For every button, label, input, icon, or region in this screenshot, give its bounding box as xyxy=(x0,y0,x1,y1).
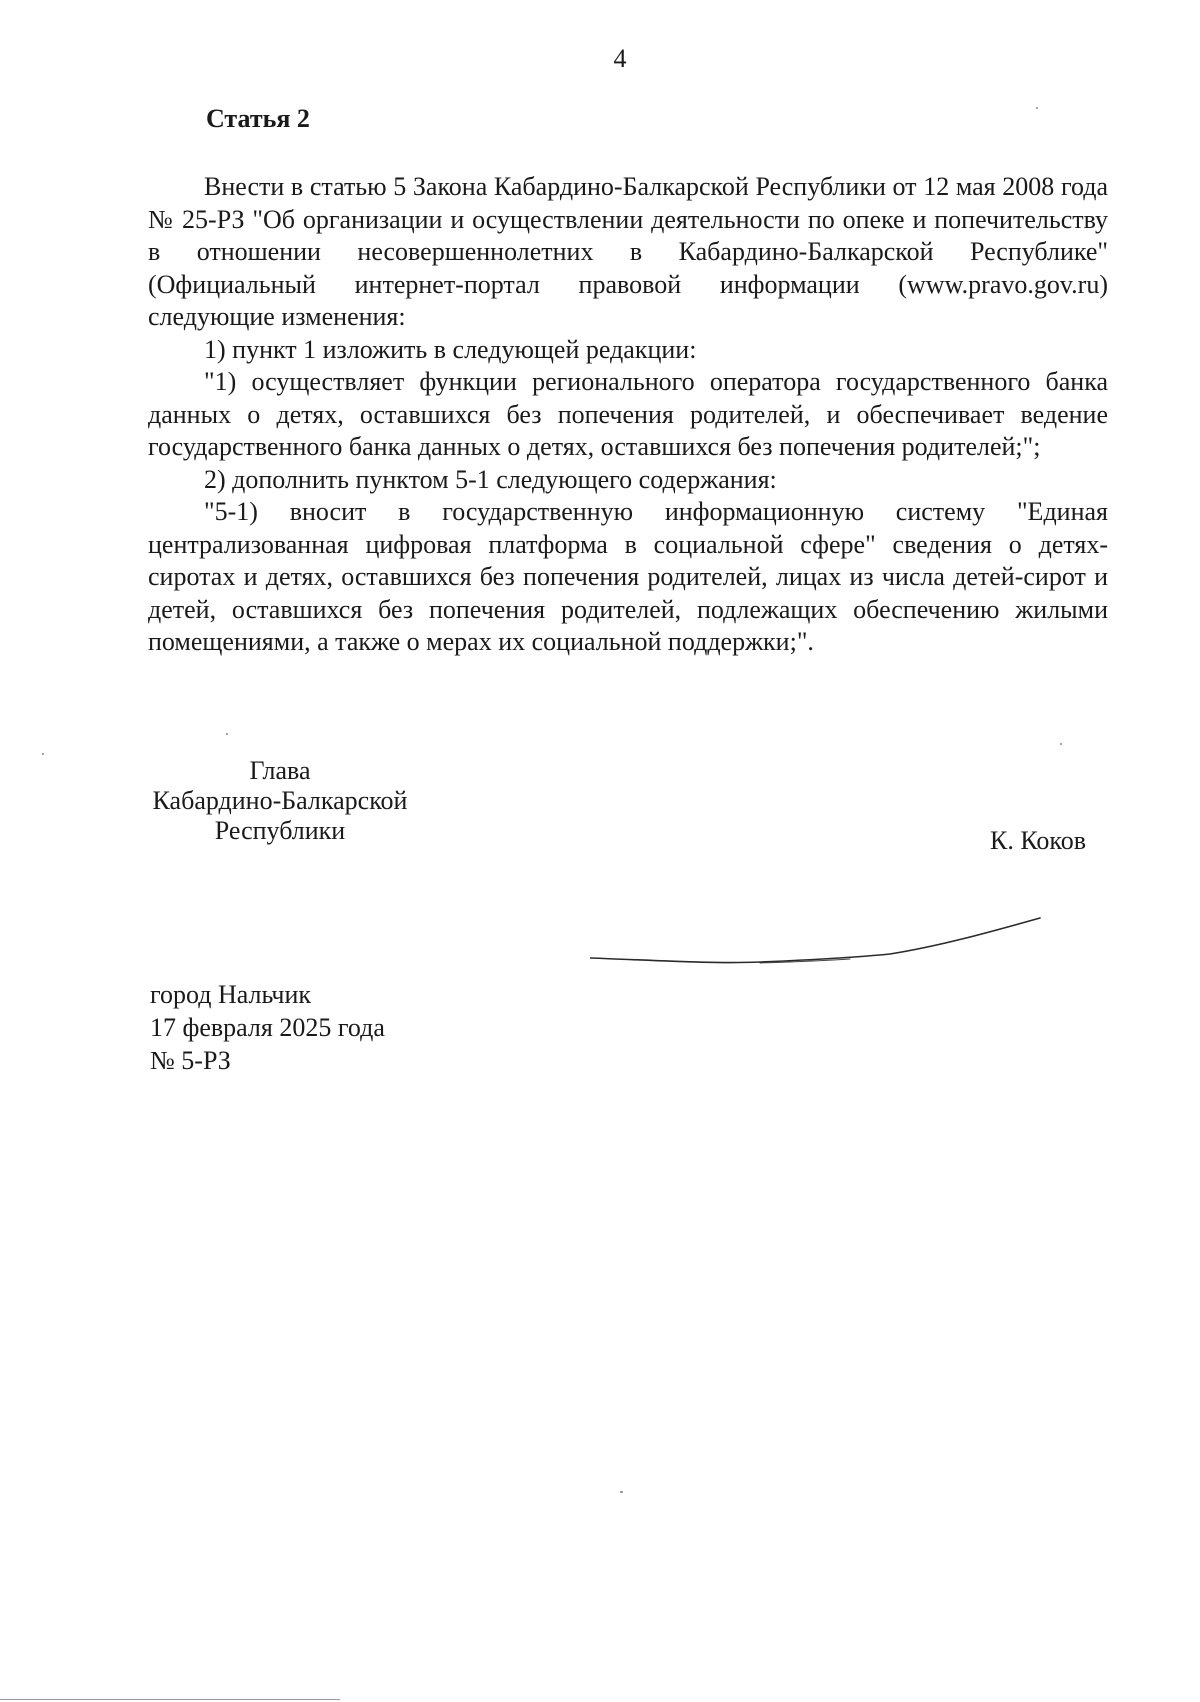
body-paragraph: "1) осуществляет функции регионального оператора государственного банка данных о детях, оставшихся без попечения родителей, и обеспечивает ведение государственного банка данных о детях, оставшихся без попечения родителей;"; xyxy=(148,367,1108,461)
signatory-title-line: Кабардино-Балкарской xyxy=(152,786,408,815)
scan-speck xyxy=(226,733,228,735)
body-paragraph: 2) дополнить пунктом 5-1 следующего содержания: xyxy=(204,464,777,494)
signatory-title xyxy=(120,756,440,846)
body-paragraph: 1) пункт 1 изложить в следующей редакции: xyxy=(204,334,697,364)
handwritten-signature xyxy=(590,910,1050,970)
scan-edge-line xyxy=(0,1699,340,1700)
date: 17 февраля 2025 года xyxy=(150,1013,385,1042)
place-and-date xyxy=(150,978,385,1077)
signatory-title-line: Республики xyxy=(214,816,346,845)
law-number: № 5-РЗ xyxy=(150,1046,231,1075)
page-number: 4 xyxy=(613,44,627,73)
scan-speck xyxy=(42,753,44,755)
body-paragraph: Внести в статью 5 Закона Кабардино-Балкарской Республики от 12 мая 2008 года № 25-РЗ "Об организации и осуществлении деятельности по опеке и попечительству в отношении несовершеннолетних в Кабардино-Балкарской Республике" (Официальный интернет-портал правовой информации (www.pravo.gov.ru) следующие изменения: xyxy=(148,172,1108,331)
signer-name: К. Коков xyxy=(990,826,1086,855)
signatory-title-line: Глава xyxy=(249,756,311,785)
city: город Нальчик xyxy=(150,980,312,1009)
scan-speck xyxy=(1060,743,1062,745)
article-body xyxy=(148,171,1108,659)
body-paragraph: "5-1) вносит в государственную информационную систему "Единая централизованная цифровая платформа в социальной сфере" сведения о детях-сиротах и детях, оставшихся без попечения родителей, лицах из числа детей-сирот и детей, оставшихся без попечения родителей, подлежащих обеспечению жилыми помещениями, а также о мерах их социальной поддержки;". xyxy=(148,497,1108,656)
article-heading: Статья 2 xyxy=(206,104,310,133)
scan-speck xyxy=(620,1491,623,1493)
scan-speck xyxy=(1036,107,1038,109)
